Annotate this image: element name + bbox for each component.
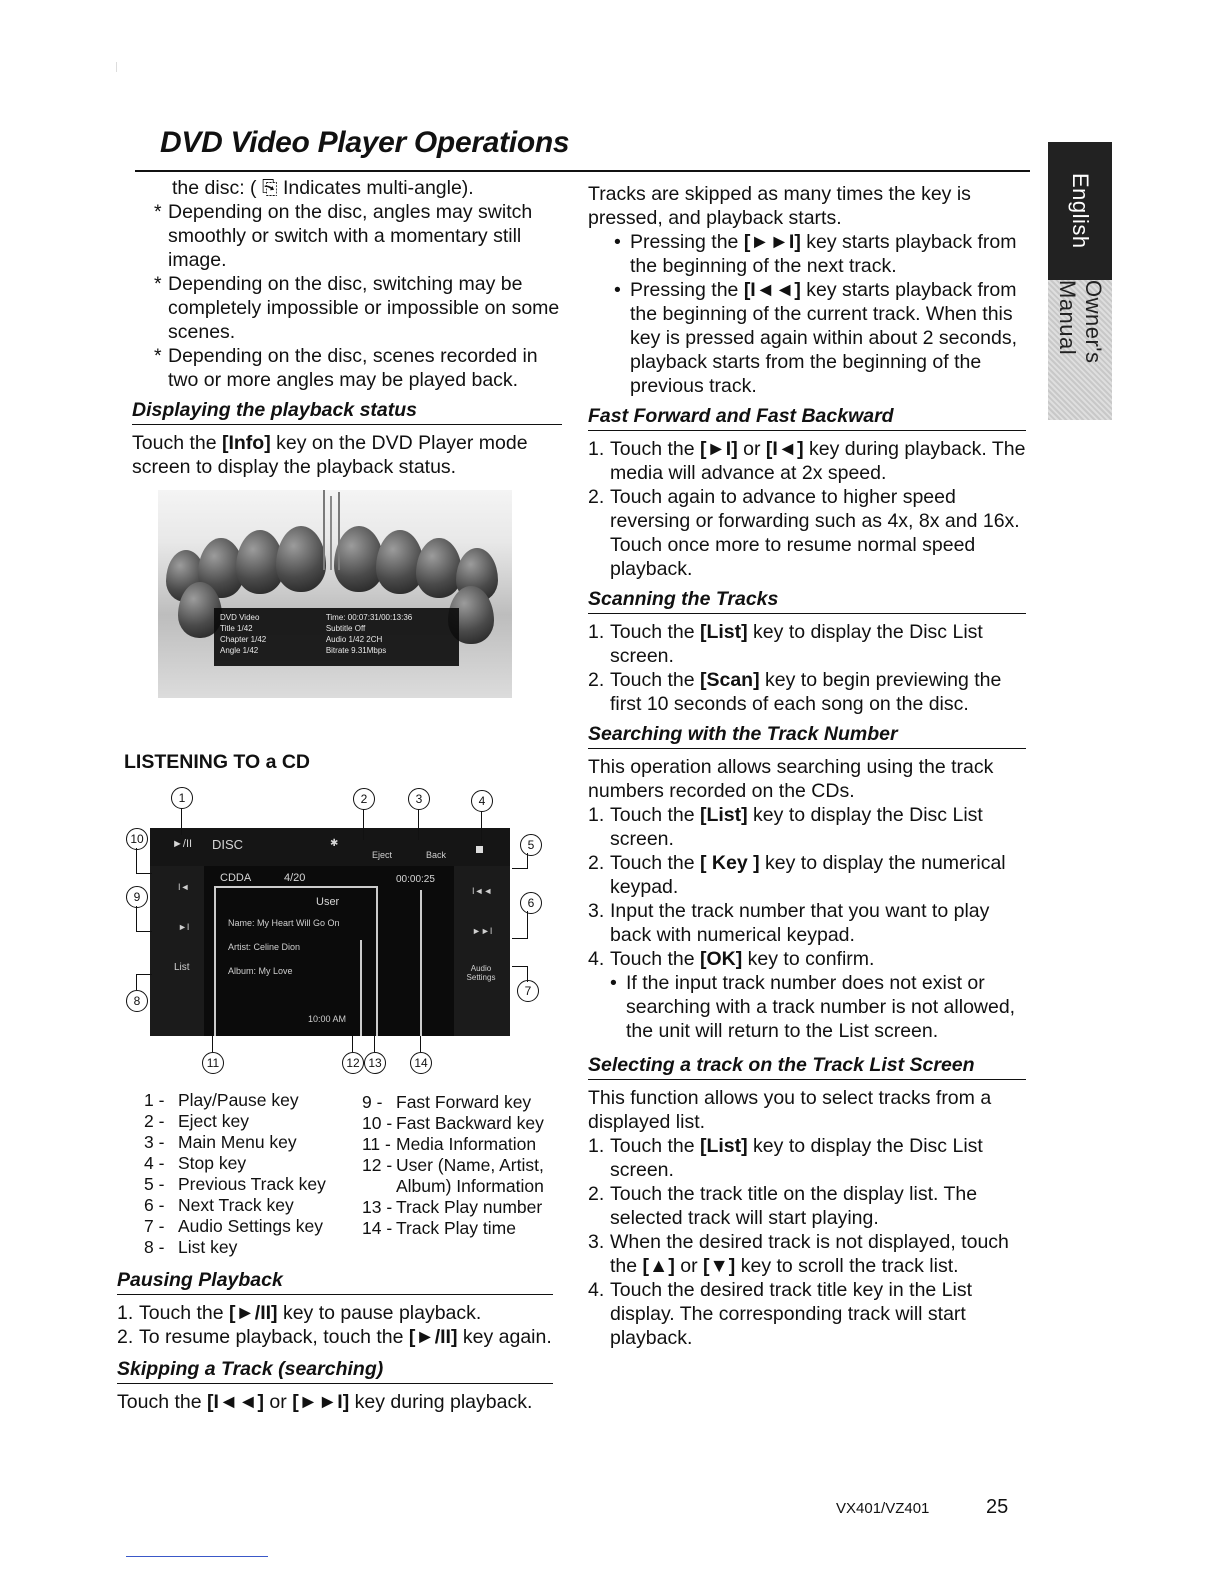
heading-pausing: Pausing Playback <box>117 1268 553 1295</box>
footer-model: VX401/VZ401 <box>836 1500 930 1517</box>
fast-backward-icon[interactable]: I◄ <box>178 882 190 892</box>
bottom-rule <box>126 1556 268 1557</box>
select-step-2: 2. Touch the track title on the display list. The selected track will start playing. <box>588 1183 978 1229</box>
callout-6: 6 <box>520 892 542 914</box>
multi-angle-intro: the disc: ( ⎘ Indicates multi-angle). <box>172 177 474 199</box>
previous-track-icon[interactable]: I◄◄ <box>472 886 493 896</box>
select-step-1: 1. Touch the [List] key to display the Disc List screen. <box>588 1135 983 1181</box>
list-button[interactable]: List <box>174 962 190 973</box>
callout-10: 10 <box>126 828 148 850</box>
callout-7: 7 <box>517 980 539 1002</box>
play-time: 00:00:25 <box>396 874 435 885</box>
cdda-label: CDDA <box>220 872 252 884</box>
egg-shape <box>416 538 462 598</box>
dvd-status-screenshot <box>158 490 512 698</box>
callout-9: 9 <box>126 886 148 908</box>
callout-1: 1 <box>171 787 193 809</box>
left-bottom-block <box>117 1262 553 1414</box>
clock: 10:00 AM <box>308 1014 347 1024</box>
skip-bullet-2: • Pressing the [I◄◄] key starts playback from the beginning of the current track. When this key is pressed again within about 2 seconds, playback starts from the beginning of the previous track. <box>614 279 1017 397</box>
track-artist: Artist: Celine Dion <box>228 942 301 952</box>
callout-4: 4 <box>471 790 493 812</box>
heading-searching: Searching with the Track Number <box>588 722 1026 749</box>
callout-8: 8 <box>126 990 148 1012</box>
skipping-text: Touch the [I◄◄] or [►►I] key during playback. <box>117 1391 533 1413</box>
search-step-3: 3. Input the track number that you want to play back with numerical keypad. <box>588 900 990 946</box>
callout-2: 2 <box>353 788 375 810</box>
callout-13: 13 <box>364 1052 386 1074</box>
callout-3: 3 <box>408 788 430 810</box>
side-tab-english-label: English <box>1068 173 1093 249</box>
pausing-step-1: 1. Touch the [►/II] key to pause playback. <box>117 1302 482 1324</box>
user-label: User <box>316 896 340 908</box>
search-step-4: 4. Touch the [OK] key to confirm. <box>588 948 875 970</box>
fast-forward-icon[interactable]: ►I <box>178 922 190 932</box>
callout-5: 5 <box>520 834 542 856</box>
scan-step-1: 1. Touch the [List] key to display the Disc List screen. <box>588 621 983 667</box>
heading-listening-cd: LISTENING TO a CD <box>124 751 310 773</box>
track-album: Album: My Love <box>228 966 293 976</box>
scan-mark <box>116 62 117 72</box>
audio-settings-button[interactable]: Audio Settings <box>466 964 496 982</box>
disc-label: DISC <box>212 837 244 852</box>
search-bullet: • If the input track number does not exist or searching with a track number is not allowed, the unit will return to the List screen. <box>610 972 1016 1042</box>
pausing-step-2: 2. To resume playback, touch the [►/II] key again. <box>117 1326 552 1348</box>
select-step-3: 3. When the desired track is not displayed, touch the [▲] or [▼] key to scroll the track list. <box>588 1231 1009 1277</box>
back-button[interactable]: Back <box>426 850 447 860</box>
cd-player-screenshot <box>150 828 510 1036</box>
eject-button[interactable]: Eject <box>372 850 393 860</box>
right-column <box>588 182 1026 1350</box>
select-step-4: 4. Touch the desired track title key in the List display. The corresponding track will start playback. <box>588 1279 973 1349</box>
bluetooth-icon: ✱ <box>330 838 339 849</box>
search-intro: This operation allows searching using the track numbers recorded on the CDs. <box>588 756 994 802</box>
left-column <box>132 176 562 479</box>
title-rule <box>135 170 1030 172</box>
egg-shape <box>276 526 326 592</box>
callout-12: 12 <box>342 1052 364 1074</box>
search-step-1: 1. Touch the [List] key to display the Disc List screen. <box>588 804 983 850</box>
legend-right: 9 - Fast Forward key 10 - Fast Backward key 11 - Media Information 12 - User (Name, Artist, Album) Information 13 - Track Play number 14 - Track Play time <box>362 1092 544 1238</box>
ff-step-2: 2. Touch again to advance to higher speed reversing or forwarding such as 4x, 8x and 16x. Touch once more to resume normal speed playback. <box>588 486 1020 580</box>
page-title: DVD Video Player Operations <box>160 126 570 159</box>
skip-intro: Tracks are skipped as many times the key is pressed, and playback starts. <box>588 183 971 229</box>
heading-skipping: Skipping a Track (searching) <box>117 1357 553 1384</box>
legend-left: 1 - Play/Pause key 2 - Eject key 3 - Main Menu key 4 - Stop key 5 - Previous Track key 6 - Next Track key 7 - Audio Settings key 8 - List key <box>144 1090 326 1257</box>
skip-bullet-1: • Pressing the [►►I] key starts playback from the beginning of the next track. <box>614 231 1017 277</box>
callout-11: 11 <box>202 1052 224 1074</box>
next-track-icon[interactable]: ►►I <box>472 926 493 936</box>
track-number: 4/20 <box>284 872 306 884</box>
page-number: 25 <box>986 1496 1009 1518</box>
heading-displaying-status: Displaying the playback status <box>132 398 562 425</box>
ff-step-1: 1. Touch the [►I] or [I◄] key during playback. The media will advance at 2x speed. <box>588 438 1026 484</box>
callout-14: 14 <box>410 1052 432 1074</box>
note-1: * Depending on the disc, angles may switch smoothly or switch with a momentary still image. <box>154 201 533 271</box>
play-pause-icon[interactable]: ►/II <box>172 838 193 850</box>
track-name: Name: My Heart Will Go On <box>228 918 340 928</box>
stop-icon[interactable] <box>476 846 483 853</box>
note-3: * Depending on the disc, scenes recorded in two or more angles may be played back. <box>154 345 538 391</box>
side-tab-english[interactable] <box>1048 142 1112 280</box>
heading-scanning: Scanning the Tracks <box>588 587 1026 614</box>
select-intro: This function allows you to select tracks from a displayed list. <box>588 1087 992 1133</box>
displaying-status-text: Touch the [Info] key on the DVD Player mode screen to display the playback status. <box>132 432 528 478</box>
dvd-osd-panel: DVD Video Title 1/42 Chapter 1/42 Angle 1/42 Time: 00:07:31/00:13:36 Subtitle Off Audio 1/42 2CH Bitrate 9.31Mbps <box>214 608 459 666</box>
heading-fast-forward: Fast Forward and Fast Backward <box>588 404 1026 431</box>
heading-selecting: Selecting a track on the Track List Screen <box>588 1053 1026 1080</box>
search-step-2: 2. Touch the [ Key ] key to display the numerical keypad. <box>588 852 1006 898</box>
scan-step-2: 2. Touch the [Scan] key to begin previewing the first 10 seconds of each song on the disc. <box>588 669 1002 715</box>
side-tab-owners-manual[interactable] <box>1048 280 1112 420</box>
note-2: * Depending on the disc, switching may be completely impossible or impossible on some scenes. <box>154 273 560 343</box>
side-tab-owners-manual-label: Owner's Manual <box>1055 280 1106 364</box>
